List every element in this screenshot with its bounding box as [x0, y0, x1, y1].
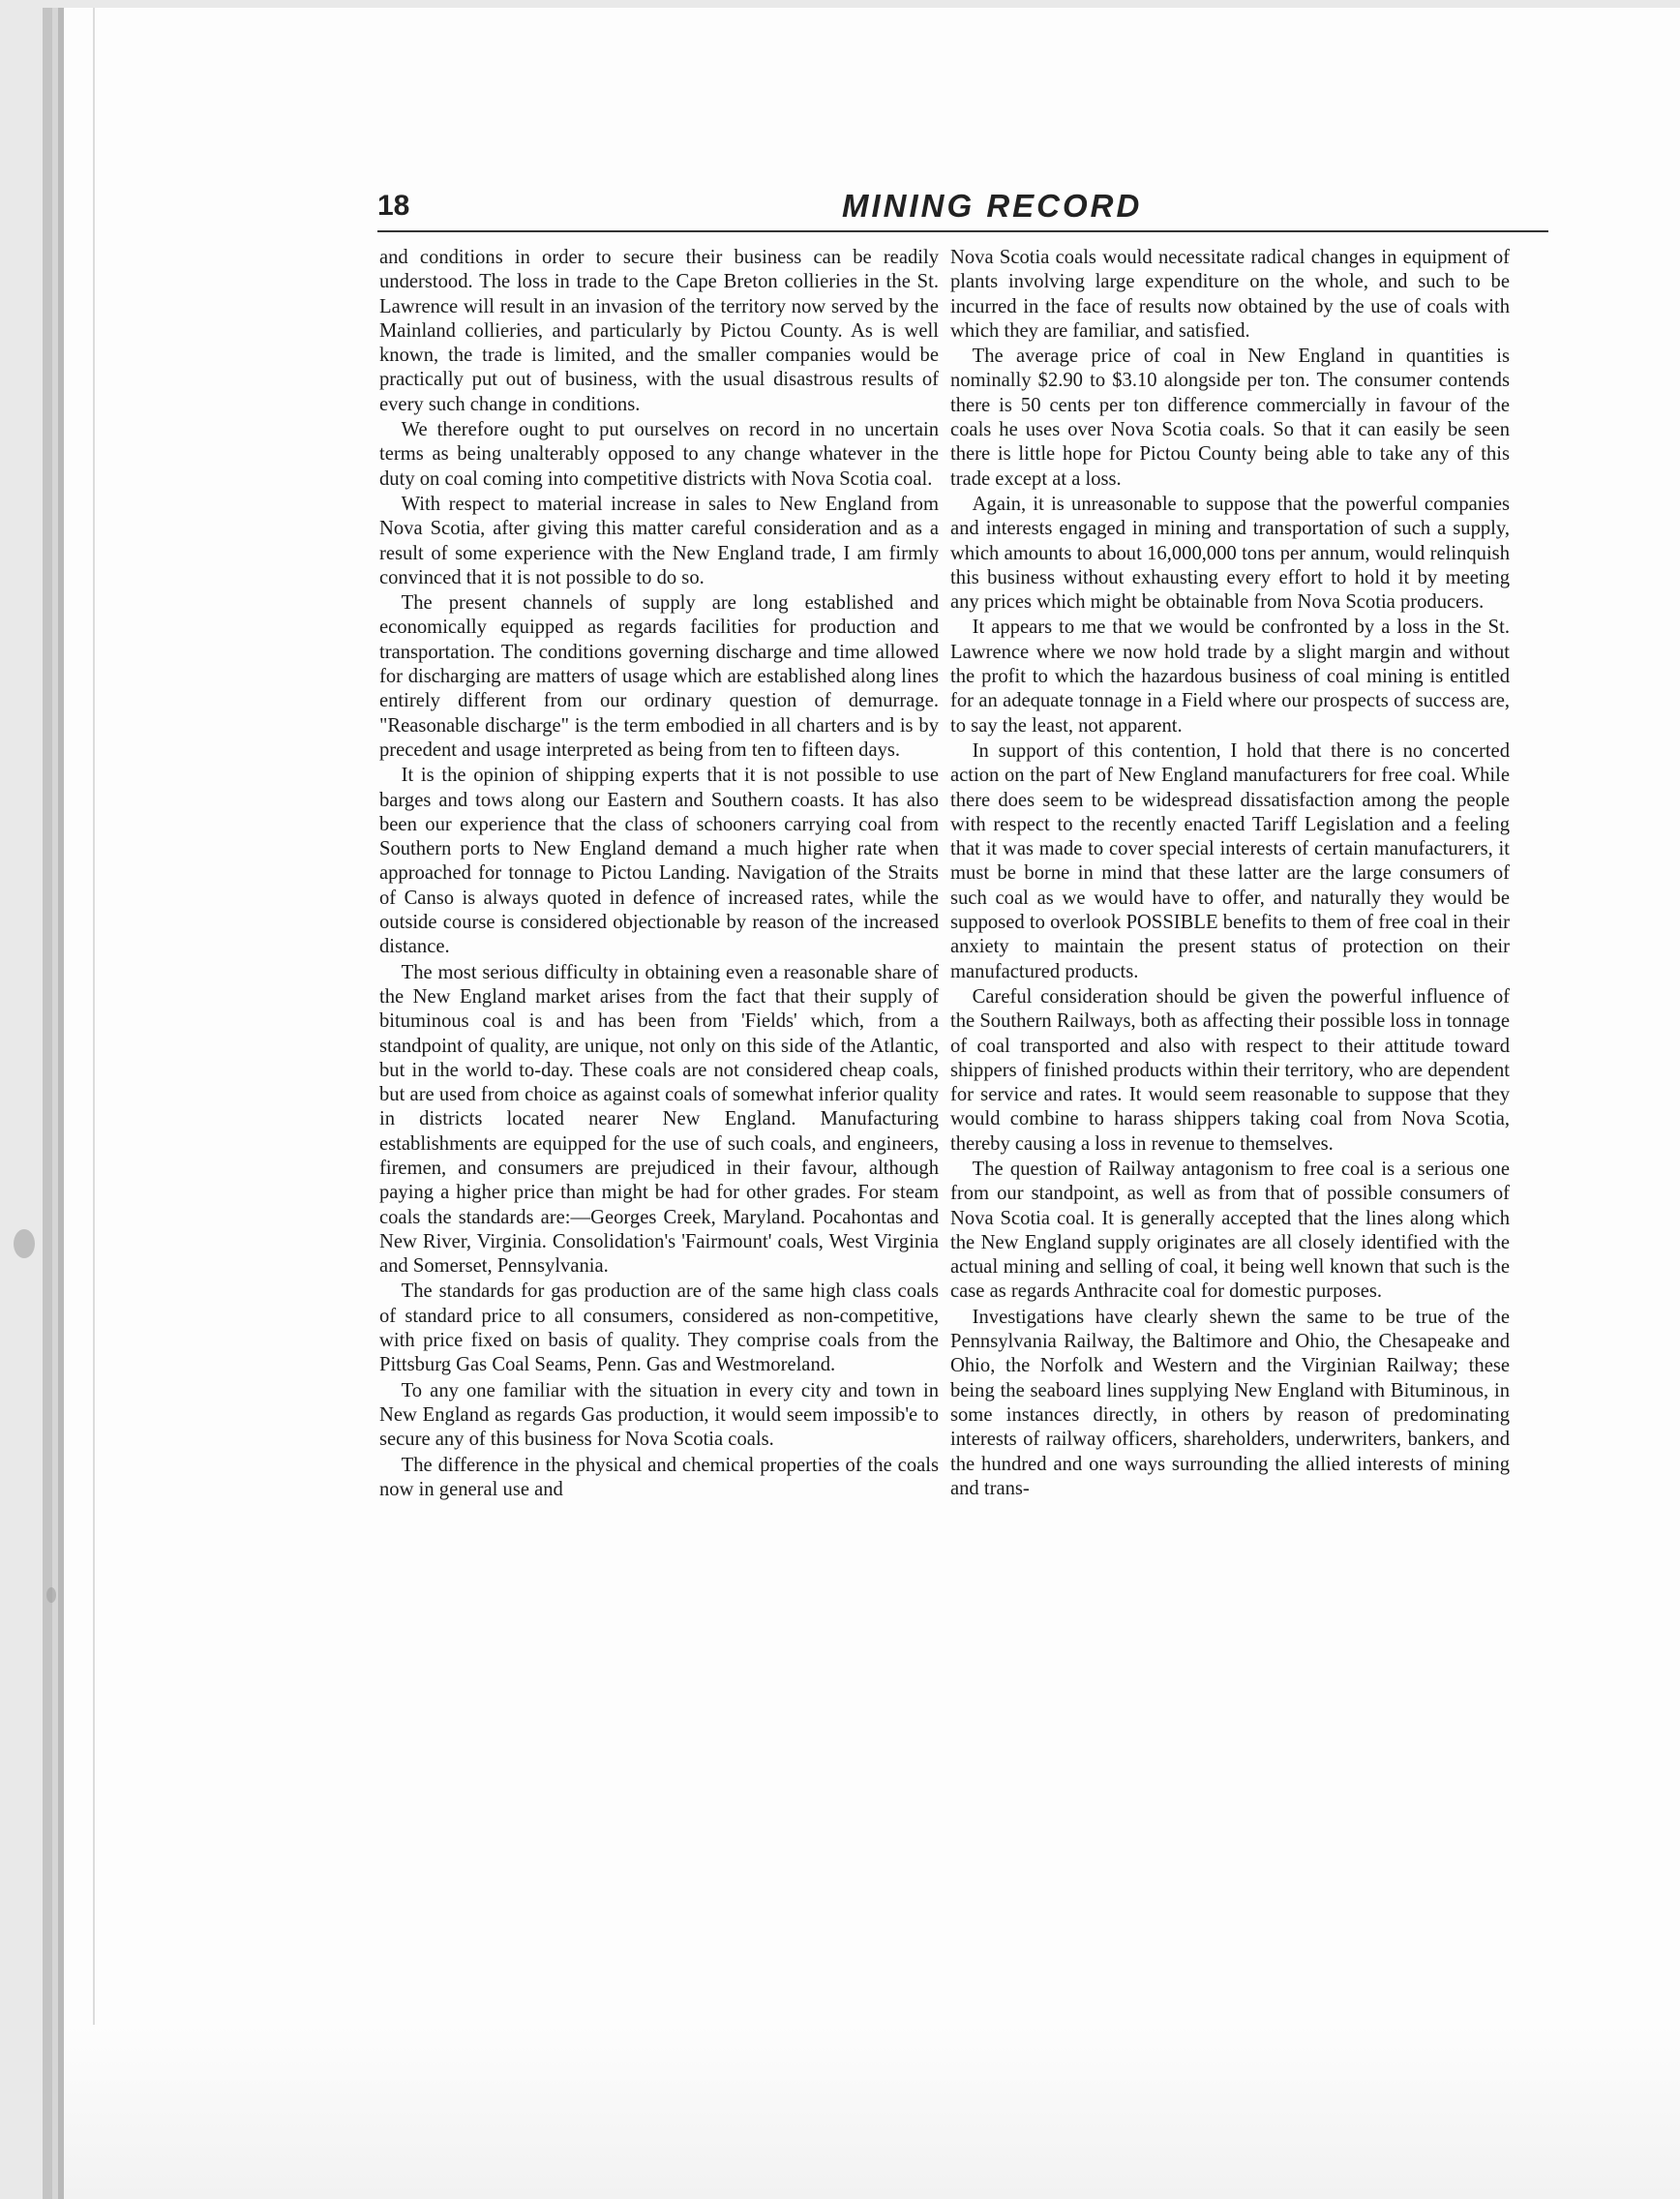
paragraph: The standards for gas production are of the same high class coals of standard price to all consumers, considered as non-competitive, with price fixed on basis of quality. They comprise coals from the Pittsburg Gas Coal Seams, Penn. Gas and Westmoreland.	[379, 1280, 939, 1376]
page-header	[377, 190, 1548, 228]
header-rule	[377, 230, 1548, 232]
paragraph: The most serious difficulty in obtaining even a reasonable share of the New England market arises from the fact that their supply of bituminous coal is and has been from 'Fields' which, from a standpoint of quality, are unique, not only on this side of the Atlantic, but in the world to-day. These coals are not considered cheap coals, but are used from choice as against coals of somewhat inferior quality in districts located nearer New England. Manufacturing establishments are equipped for the use of such coals, and engineers, firemen, and consumers are prejudiced in their favour, although paying a higher price than might be had for other grades. For steam coals the standards are:—Georges Creek, Maryland. Pocahontas and New River, Virginia. Consolidation's 'Fairmount' coals, West Virginia and Somerset, Pennsylvania.	[379, 961, 939, 1278]
paragraph: Again, it is unreasonable to suppose that the powerful companies and interests engaged in mining and transportation of such a supply, which amounts to about 16,000,000 tons per annum, would relinquish this business without exhausting every effort to hold it by meeting any prices which might be obtainable from Nova Scotia producers.	[950, 493, 1510, 614]
paragraph: Investigations have clearly shewn the same to be true of the Pennsylvania Railway, the Baltimore and Ohio, the Chesapeake and Ohio, the Norfolk and Western and the Virginian Railway; these being the seaboard lines supplying New England with Bituminous, in some instances directly, in others by reason of predominating interests of railway officers, shareholders, underwriters, bankers, and the hundred and one ways surrounding the allied interests of mining and trans-	[950, 1306, 1510, 1499]
text-column-left	[379, 246, 939, 1502]
paragraph: It appears to me that we would be confronted by a loss in the St. Lawrence where we now hold trade by a slight margin and without the profit to which the hazardous business of coal mining is entitled for an adequate tonnage in a Field where our prospects of success are, to say the least, not apparent.	[950, 617, 1510, 737]
ink-blot	[14, 1229, 35, 1258]
paragraph: We therefore ought to put ourselves on record in no uncertain terms as being unalterably opposed to any change whatever in the duty on coal coming into competitive districts with Nova Scotia coal.	[379, 419, 939, 490]
paragraph: The difference in the physical and chemical properties of the coals now in general use and	[379, 1454, 939, 1500]
paragraph: The average price of coal in New England in quantities is nominally $2.90 to $3.10 alongside per ton. The consumer contends there is 50 cents per ton difference commercially in favour of the coals he uses over Nova Scotia coals. So that it can easily be seen there is little hope for Pictou County being able to take any of this trade except at a loss.	[950, 346, 1510, 490]
paragraph: In support of this contention, I hold that there is no concerted action on the part of New England manufacturers for free coal. While there does seem to be widespread dissatisfaction among the people with respect to the recently enacted Tariff Legislation and a feeling that it was made to cover special interests of certain manufacturers, it must be borne in mind that these latter are the large consumers of such coal as we would have to offer, and naturally they would be supposed to overlook POSSIBLE benefits to them of free coal in their anxiety to maintain the present status of protection on their manufactured products.	[950, 739, 1510, 982]
paragraph: With respect to material increase in sales to New England from Nova Scotia, after giving this matter careful consideration and as a result of some experience with the New England trade, I am firmly convinced that it is not possible to do so.	[379, 493, 939, 588]
ink-blot	[46, 1587, 56, 1603]
paragraph: and conditions in order to secure their business can be readily understood. The loss in trade to the Cape Breton collieries in the St. Lawrence will result in an invasion of the territory now served by the Mainland collieries, and particularly by Pictou County. As is well known, the trade is limited, and the smaller companies would be practically put out of business, with the usual disastrous results of every such change in conditions.	[379, 247, 939, 415]
paragraph: To any one familiar with the situation in every city and town in New England as regards Gas production, it would seem impossib'e to secure any of this business for Nova Scotia coals.	[379, 1379, 939, 1451]
paragraph: Nova Scotia coals would necessitate radical changes in equipment of plants involving large expenditure on the whole, and such to be incurred in the face of results now obtained by the use of coals with which they are familiar, and satisfied.	[950, 247, 1510, 342]
paragraph: Careful consideration should be given the powerful influence of the Southern Railways, both as affecting their possible loss in tonnage of coal transported and also with respect to their attitude toward shippers of finished products within their territory, who are dependent for service and rates. It would seem reasonable to suppose that they would combine to harass shippers taking coal from Nova Scotia, thereby causing a loss in revenue to themselves.	[950, 985, 1510, 1155]
paragraph: The present channels of supply are long established and economically equipped as regards facilities for production and transportation. The conditions governing discharge and time allowed for discharging are matters of usage which are established along lines entirely different from our ordinary question of demurrage. "Reasonable discharge" is the term embodied in all charters and is by precedent and usage interpreted as being from ten to fifteen days.	[379, 592, 939, 761]
text-column-right	[950, 246, 1510, 1501]
page-number: 18	[377, 190, 410, 222]
paragraph: It is the opinion of shipping experts that it is not possible to use barges and tows along our Eastern and Southern coasts. It has also been our experience that the class of schooners carrying coal from Southern ports to New England demand a much higher rate when approached for tonnage to Pictou Landing. Navigation of the Straits of Canso is always quoted in defence of increased rates, while the outside course is considered objectionable by reason of the increased distance.	[379, 765, 939, 958]
paragraph: The question of Railway antagonism to free coal is a serious one from our standpoint, as well as from that of possible consumers of Nova Scotia coal. It is generally accepted that the lines along which the New England supply originates are all closely identified with the actual mining and selling of coal, it being well known that such is the case as regards Anthracite coal for domestic purposes.	[950, 1158, 1510, 1303]
running-title: MINING RECORD	[842, 188, 1143, 224]
